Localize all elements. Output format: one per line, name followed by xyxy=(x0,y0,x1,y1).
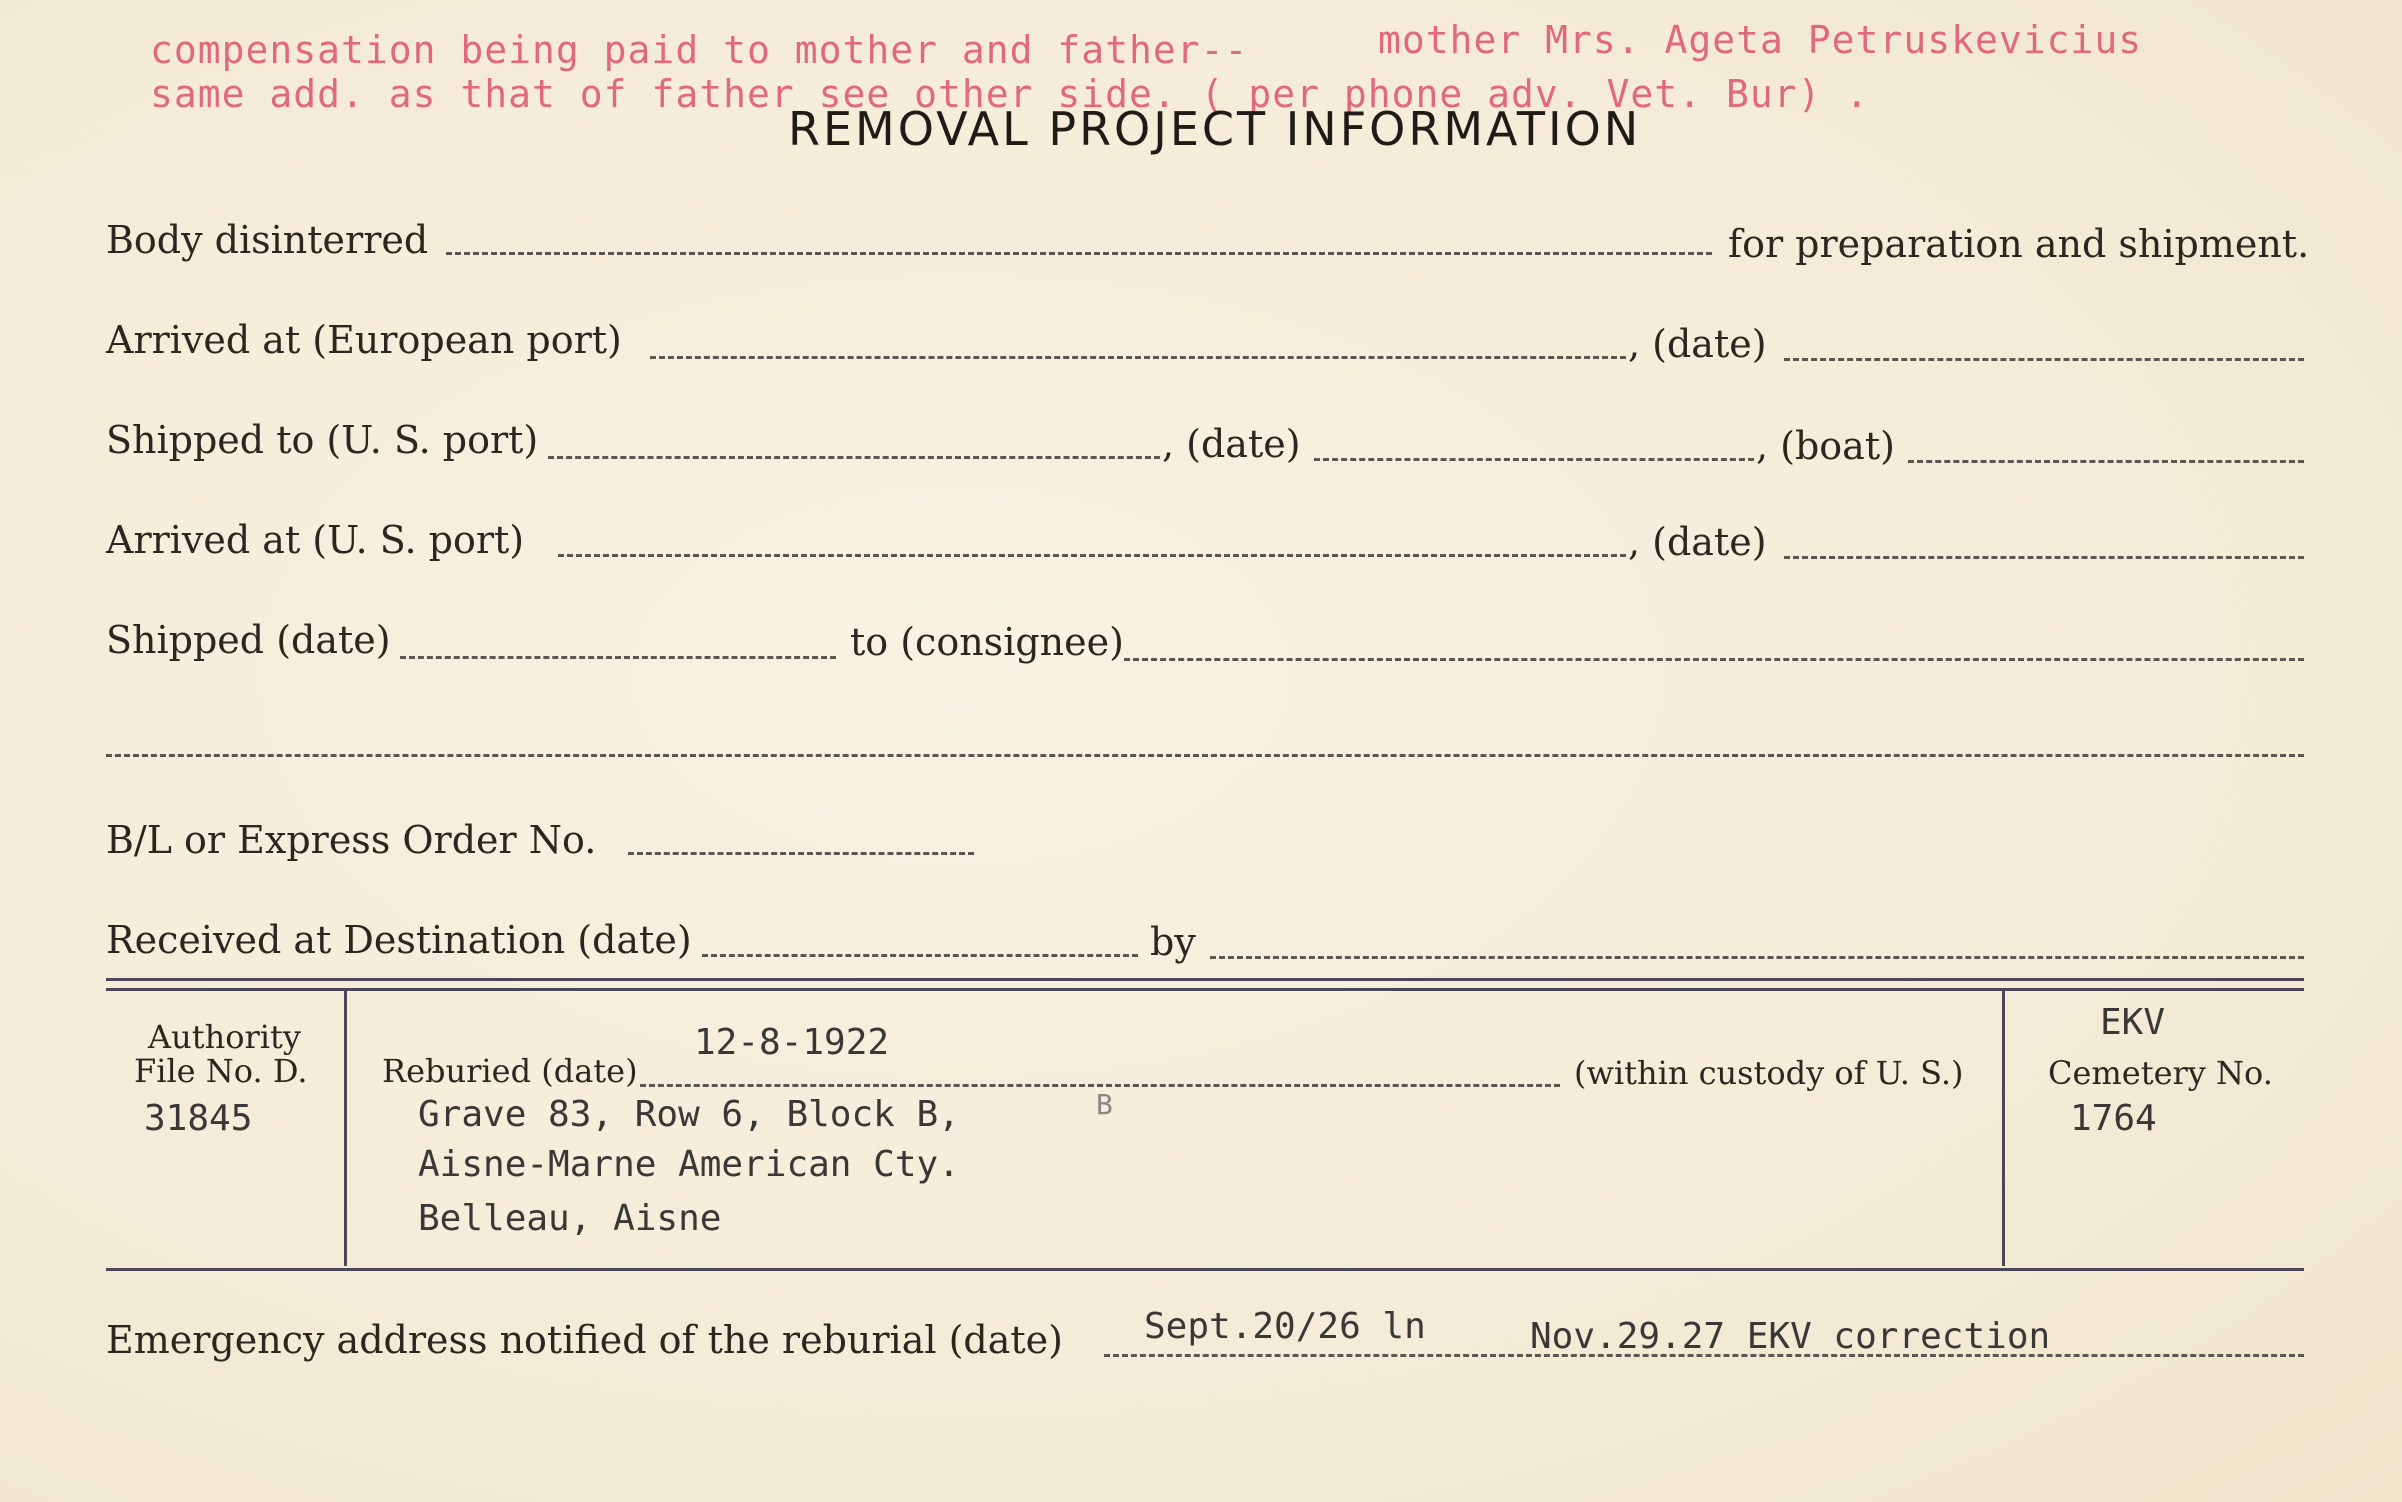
cemetery-initials: EKV xyxy=(2100,1002,2166,1043)
cemetery-no-value: 1764 xyxy=(2070,1098,2157,1139)
for-preparation-label: for preparation and shipment. xyxy=(1728,222,2310,266)
body-disinterred-label: Body disinterred xyxy=(106,218,429,262)
red-note-line1-left: compensation being paid to mother and father-- xyxy=(150,28,1249,72)
emergency-value-1: Sept.20/26 ln xyxy=(1144,1306,1426,1347)
table-bottom-rule xyxy=(106,1268,2304,1271)
by-label: by xyxy=(1150,920,1196,964)
arrived-european-line xyxy=(650,356,1626,359)
bl-order-line xyxy=(628,852,974,855)
to-consignee-label: to (consignee) xyxy=(850,620,1124,664)
boat-label: , (boat) xyxy=(1756,424,1895,468)
red-note-line1-right: mother Mrs. Ageta Petruskevicius xyxy=(1378,18,2143,62)
consignee-line xyxy=(1124,658,2304,661)
by-line xyxy=(1210,956,2304,959)
form-title: REMOVAL PROJECT INFORMATION xyxy=(788,102,1642,156)
arrived-european-label: Arrived at (European port) xyxy=(106,318,622,362)
table-divider-right xyxy=(2002,990,2005,1266)
date-line-1 xyxy=(1784,358,2304,361)
grave-line: Grave 83, Row 6, Block B, xyxy=(418,1094,960,1135)
emergency-label: Emergency address notified of the reburial (date) xyxy=(106,1318,1063,1362)
received-label: Received at Destination (date) xyxy=(106,918,692,962)
table-divider-left xyxy=(344,990,347,1266)
authority-label: Authority xyxy=(148,1018,301,1056)
table-top-rule-1 xyxy=(106,978,2304,981)
file-no-value: 31845 xyxy=(144,1098,253,1139)
date-label-2: , (date) xyxy=(1162,422,1301,466)
reburied-line xyxy=(640,1084,1560,1087)
red-note-line2: same add. as that of father see other side. ( per phone adv. Vet. Bur) . xyxy=(150,72,1870,116)
body-disinterred-line xyxy=(446,252,1712,255)
shipped-us-line xyxy=(548,456,1160,459)
bl-order-label: B/L or Express Order No. xyxy=(106,818,597,862)
custody-label: (within custody of U. S.) xyxy=(1574,1054,1964,1092)
blank-line xyxy=(106,754,2304,757)
arrived-us-line xyxy=(558,554,1626,557)
reburied-date: 12-8-1922 xyxy=(694,1022,890,1063)
date-label-1: , (date) xyxy=(1628,322,1767,366)
boat-line xyxy=(1908,460,2304,463)
date-line-3 xyxy=(1784,556,2304,559)
table-top-rule-2 xyxy=(106,988,2304,991)
margin-mark: B xyxy=(1096,1088,1113,1121)
location-line: Belleau, Aisne xyxy=(418,1198,722,1239)
received-line xyxy=(702,954,1138,957)
shipped-us-label: Shipped to (U. S. port) xyxy=(106,418,539,462)
cemetery-name-line: Aisne-Marne American Cty. xyxy=(418,1144,960,1185)
file-no-label: File No. D. xyxy=(134,1052,308,1090)
date-line-2 xyxy=(1314,458,1754,461)
shipped-date-line xyxy=(400,656,836,659)
cemetery-no-label: Cemetery No. xyxy=(2048,1054,2273,1092)
shipped-date-label: Shipped (date) xyxy=(106,618,391,662)
arrived-us-label: Arrived at (U. S. port) xyxy=(106,518,525,562)
date-label-3: , (date) xyxy=(1628,520,1767,564)
emergency-value-2: Nov.29.27 EKV correction xyxy=(1530,1316,2051,1357)
reburied-label: Reburied (date) xyxy=(382,1052,638,1090)
